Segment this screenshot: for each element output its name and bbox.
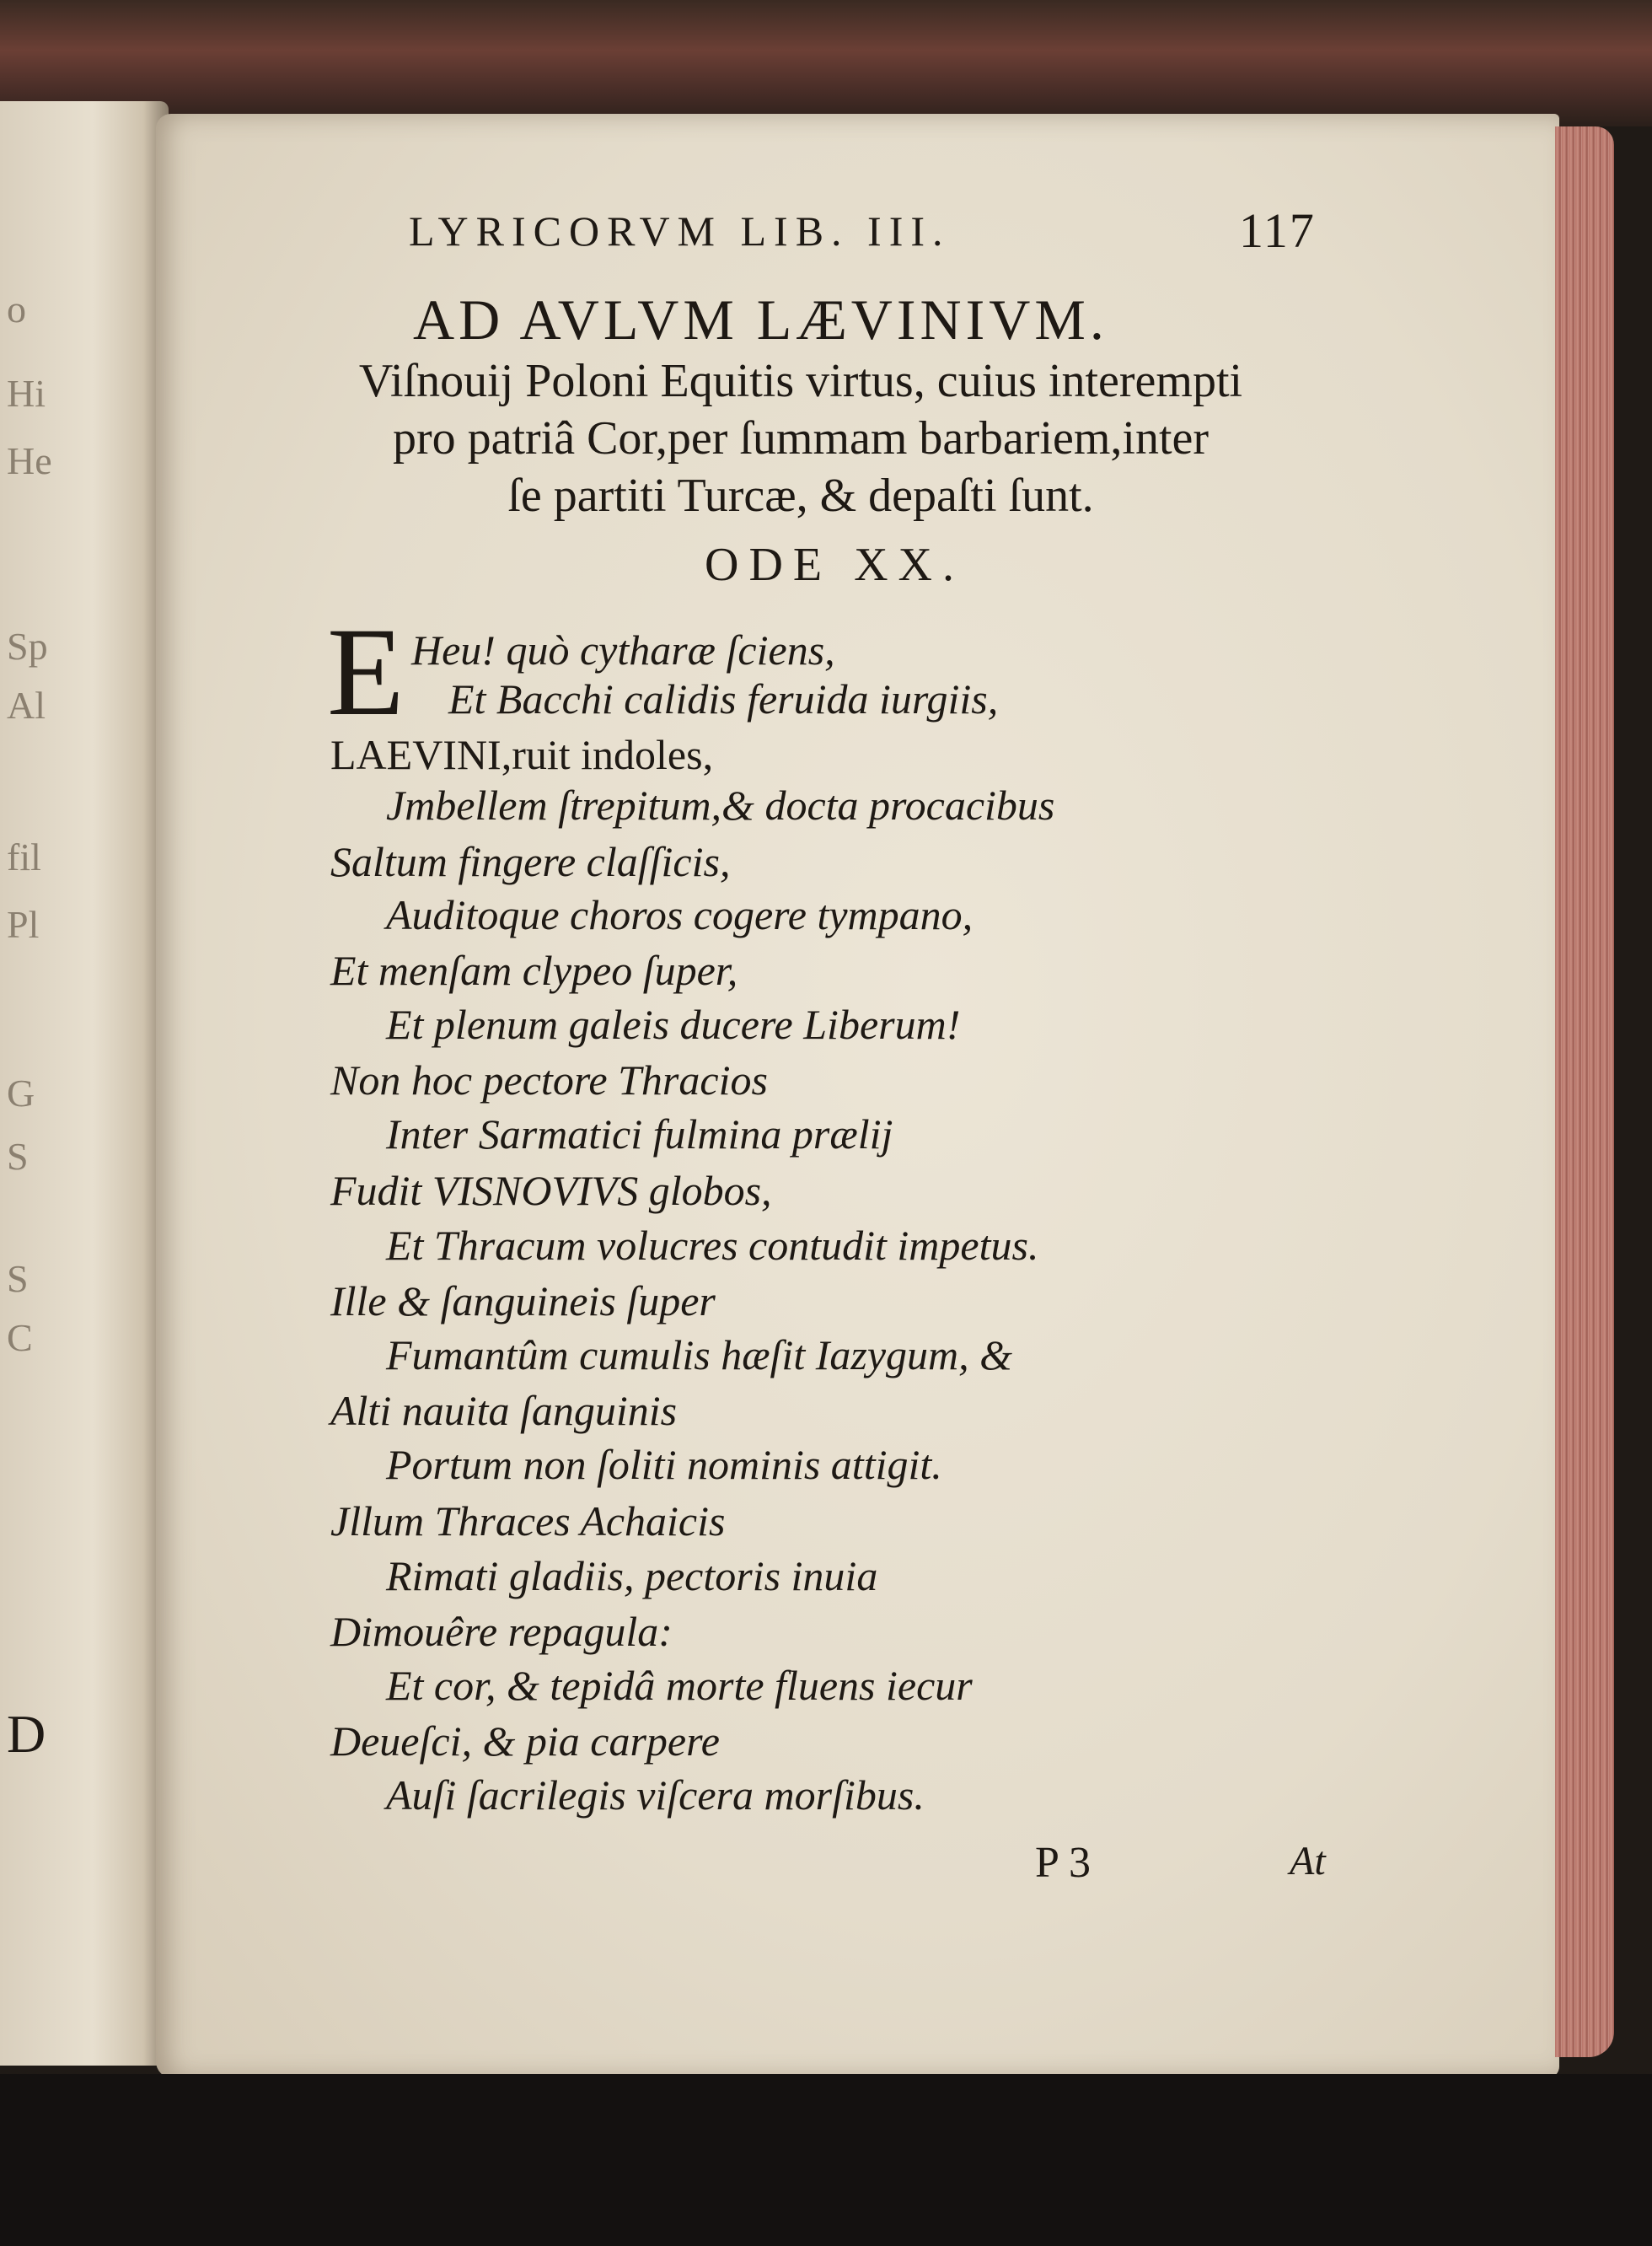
left-page-fragment: Sp	[7, 625, 48, 668]
verse-line: Et menſam clypeo ſuper,	[330, 947, 738, 994]
background-surface	[0, 2074, 1652, 2246]
subtitle-line: ſe partiti Turcæ, & depaſti ſunt.	[507, 470, 1094, 522]
verse-line: Alti nauita ſanguinis	[330, 1387, 678, 1434]
subtitle-line: pro patriâ Cor,per ſummam barbariem,inter	[392, 412, 1210, 465]
verse-line: Deueſci, & pia carpere	[330, 1717, 720, 1765]
subtitle-line: Viſnouij Poloni Equitis virtus, cuius interempti	[358, 355, 1243, 407]
left-page-fragment: o	[7, 287, 26, 330]
verse-line: Fumantûm cumulis hæſit Iazygum, &	[386, 1331, 1013, 1378]
verse-line: Heu! quò cytharæ ſciens,	[411, 626, 835, 674]
verse-line: Et cor, & tepidâ morte fluens iecur	[386, 1662, 973, 1709]
drop-cap: E	[327, 602, 405, 742]
verse-line: LAEVINI,ruit indoles,	[330, 731, 714, 778]
verse-line: Et plenum galeis ducere Liberum!	[386, 1001, 961, 1048]
verse-line: Saltum fingere claſſicis,	[330, 838, 731, 885]
left-page-fragment: Hi	[7, 372, 46, 415]
verse-line: Jmbellem ſtrepitum,& docta procacibus	[386, 782, 1055, 829]
left-page-fragment: G	[7, 1072, 35, 1115]
left-page-fragment: fil	[7, 836, 41, 879]
running-head: LYRICORVM LIB. III.	[409, 207, 951, 255]
signature-mark: P 3	[1035, 1839, 1091, 1887]
left-page-fragment: Al	[7, 684, 46, 727]
verse-line: Et Bacchi calidis feruida iurgiis,	[448, 675, 999, 723]
verse-line: Et Thracum volucres contudit impetus.	[386, 1222, 1039, 1269]
verse-line: Dimouêre repagula:	[330, 1608, 673, 1655]
left-page-fragment: Pl	[7, 903, 40, 946]
verse-line: Inter Sarmatici fulmina prælij	[386, 1110, 893, 1158]
verse-line: Non hoc pectore Thracios	[330, 1056, 768, 1104]
verse-line: Auſi ſacrilegis viſcera morſibus.	[386, 1771, 925, 1819]
page-number: 117	[1239, 203, 1316, 258]
left-page-fragment: S	[7, 1135, 29, 1178]
verse-line: Auditoque choros cogere tympano,	[386, 891, 974, 938]
ode-heading: ODE XX.	[705, 539, 964, 591]
verse-line: Jllum Thraces Achaicis	[330, 1497, 726, 1545]
verse-line: Ille & ſanguineis ſuper	[330, 1277, 716, 1324]
verse-line: Portum non ſoliti nominis attigit.	[386, 1441, 942, 1488]
left-page-fragment: D	[7, 1704, 46, 1764]
verse-line: Rimati gladiis, pectoris inuia	[386, 1552, 878, 1599]
book-binding-top	[0, 0, 1652, 126]
left-page-fragment: He	[7, 439, 52, 482]
left-page-fragment: C	[7, 1316, 33, 1359]
catchword: At	[1290, 1839, 1326, 1883]
poem-title: AD AVLVM LÆVINIVM.	[413, 287, 1108, 352]
left-page-fragment: S	[7, 1257, 29, 1300]
verse-line: Fudit VISNOVIVS globos,	[330, 1167, 772, 1214]
